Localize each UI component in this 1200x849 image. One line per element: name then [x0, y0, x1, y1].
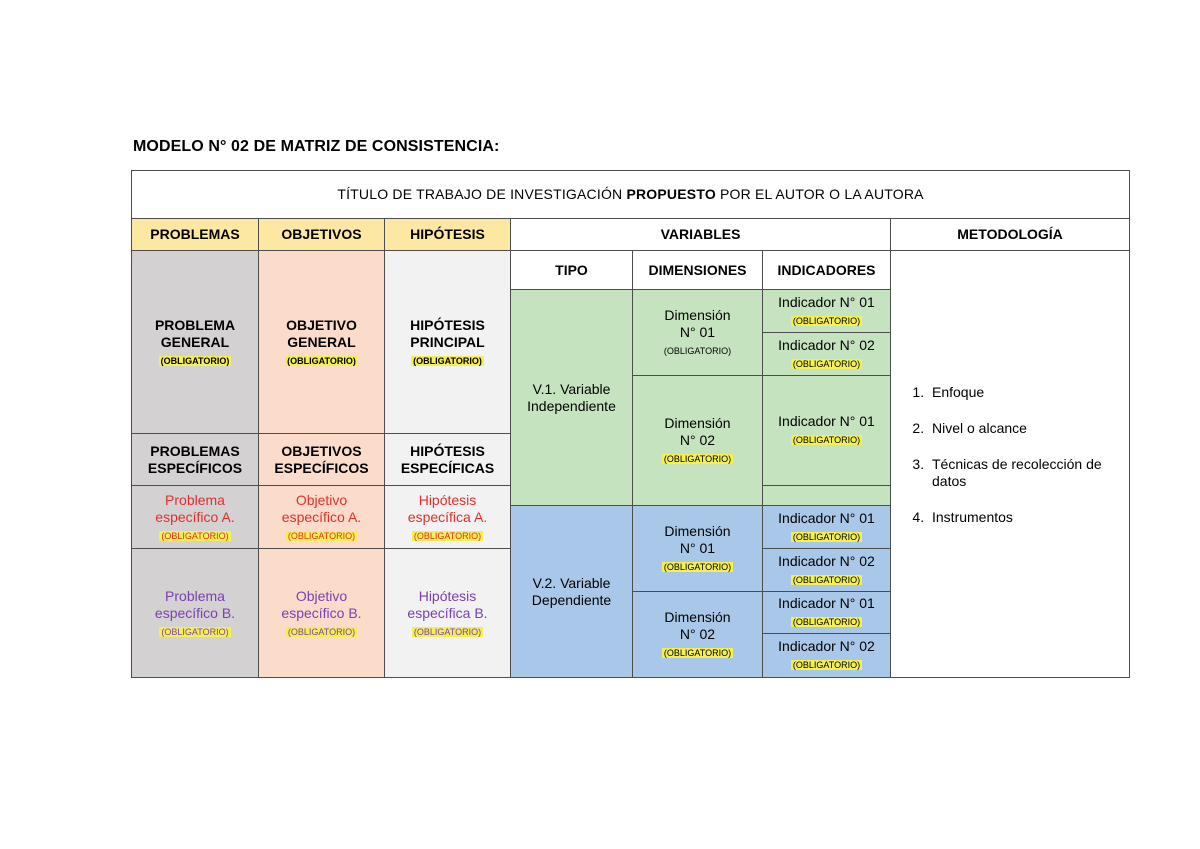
indicador-cell: Indicador N° 01 (OBLIGATORIO) [763, 506, 891, 549]
document-title: MODELO N° 02 DE MATRIZ DE CONSISTENCIA: [133, 138, 500, 155]
obligatorio-tag: (OBLIGATORIO) [792, 617, 861, 628]
metodologia-item: 3. Técnicas de recolección de datos [928, 456, 1125, 490]
obligatorio-tag: (OBLIGATORIO) [792, 575, 861, 585]
problema-general-cell: PROBLEMA GENERAL (OBLIGATORIO) [132, 251, 259, 434]
indicador-cell: Indicador N° 02 (OBLIGATORIO) [763, 633, 891, 677]
obligatorio-tag: (OBLIGATORIO) [413, 626, 482, 637]
hipotesis-especifica-b: Hipótesis específica B. (OBLIGATORIO) [385, 549, 511, 678]
dimension-cell: Dimensión N° 01 (OBLIGATORIO) [633, 290, 763, 375]
obligatorio-tag: (OBLIGATORIO) [792, 435, 861, 446]
obligatorio-tag: (OBLIGATORIO) [663, 561, 732, 572]
metodologia-list [895, 384, 1125, 526]
obligatorio-tag: (OBLIGATORIO) [160, 355, 230, 366]
indicador-cell: Indicador N° 02 (OBLIGATORIO) [763, 332, 891, 375]
subheader-tipo: TIPO [511, 251, 633, 290]
hipotesis-especifica-a: Hipótesis específica A. (OBLIGATORIO) [385, 486, 511, 549]
dimension-cell: Dimensión N° 02 (OBLIGATORIO) [633, 591, 763, 677]
header-hipotesis: HIPÓTESIS [385, 219, 511, 251]
obligatorio-tag: (OBLIGATORIO) [663, 346, 732, 357]
obligatorio-tag: (OBLIGATORIO) [287, 355, 356, 366]
header-problemas: PROBLEMAS [132, 219, 259, 251]
obligatorio-tag: (OBLIGATORIO) [287, 530, 356, 541]
indicador-cell: Indicador N° 01 (OBLIGATORIO) [763, 375, 891, 485]
subheader-indicadores: INDICADORES [763, 251, 891, 290]
metodologia-item: 1. Enfoque [928, 384, 1125, 401]
consistency-matrix [131, 170, 1130, 678]
variable-independiente-cell: V.1. Variable Independiente [511, 290, 633, 506]
hipotesis-principal-cell: HIPÓTESIS PRINCIPAL (OBLIGATORIO) [385, 251, 511, 434]
indicador-cell: Indicador N° 01 (OBLIGATORIO) [763, 591, 891, 633]
obligatorio-tag: (OBLIGATORIO) [161, 626, 229, 637]
objetivo-especifico-a: Objetivo específico A. (OBLIGATORIO) [259, 486, 385, 549]
objetivo-especifico-b: Objetivo específico B. (OBLIGATORIO) [259, 549, 385, 678]
metodologia-item: 4. Instrumentos [928, 509, 1125, 526]
header-metodologia: METODOLOGÍA [891, 219, 1130, 251]
problema-especifico-a: Problema específico A. (OBLIGATORIO) [132, 486, 259, 549]
objetivo-general-cell: OBJETIVO GENERAL (OBLIGATORIO) [259, 251, 385, 434]
hipotesis-especificas-header: HIPÓTESIS ESPECÍFICAS [385, 433, 511, 485]
metodologia-item: 2. Nivel o alcance [928, 420, 1125, 437]
subheader-dimensiones: DIMENSIONES [633, 251, 763, 290]
indicador-cell: Indicador N° 01 (OBLIGATORIO) [763, 290, 891, 332]
obligatorio-tag: (OBLIGATORIO) [792, 316, 861, 327]
obligatorio-tag: (OBLIGATORIO) [161, 530, 229, 541]
indicador-cell [763, 486, 891, 506]
metodologia-cell [891, 251, 1130, 678]
obligatorio-tag: (OBLIGATORIO) [792, 532, 861, 543]
dimension-cell: Dimensión N° 02 (OBLIGATORIO) [633, 375, 763, 506]
problema-especifico-b: Problema específico B. (OBLIGATORIO) [132, 549, 259, 678]
variable-dependiente-cell: V.2. Variable Dependiente [511, 506, 633, 678]
obligatorio-tag: (OBLIGATORIO) [663, 647, 732, 658]
problemas-especificos-header: PROBLEMAS ESPECÍFICOS [132, 433, 259, 485]
objetivos-especificos-header: OBJETIVOS ESPECÍFICOS [259, 433, 385, 485]
obligatorio-tag: (OBLIGATORIO) [413, 530, 482, 541]
obligatorio-tag: (OBLIGATORIO) [287, 626, 356, 637]
obligatorio-tag: (OBLIGATORIO) [413, 355, 482, 366]
header-objetivos: OBJETIVOS [259, 219, 385, 251]
obligatorio-tag: (OBLIGATORIO) [663, 454, 732, 465]
header-variables: VARIABLES [511, 219, 891, 251]
obligatorio-tag: (OBLIGATORIO) [792, 660, 861, 671]
obligatorio-tag: (OBLIGATORIO) [792, 358, 861, 369]
dimension-cell: Dimensión N° 01 (OBLIGATORIO) [633, 506, 763, 591]
indicador-cell: Indicador N° 02 (OBLIGATORIO) [763, 549, 891, 591]
table-title: TÍTULO DE TRABAJO DE INVESTIGACIÓN PROPUESTO POR EL AUTOR O LA AUTORA [132, 171, 1130, 219]
